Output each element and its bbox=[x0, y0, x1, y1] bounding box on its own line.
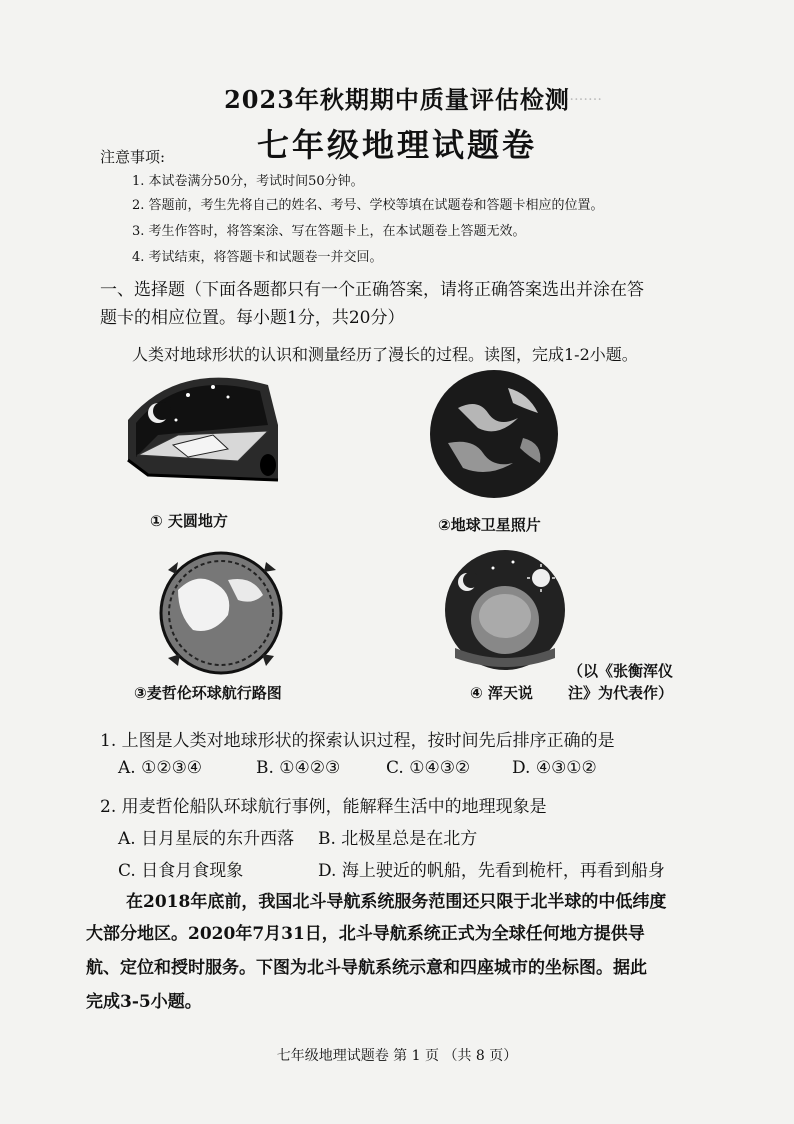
note-item: 4. 考试结束，将答题卡和试题卷一并交回。 bbox=[132, 250, 383, 265]
page-footer: 七年级地理试题卷 第 1 页 （共 8 页） bbox=[276, 1048, 518, 1064]
figure3-caption: ③麦哲伦环球航行路图 bbox=[134, 684, 282, 702]
magellan-globe bbox=[158, 550, 284, 676]
passage-line: 大部分地区。2020年7月31日，北斗导航系统正式为全球任何地方提供导 bbox=[86, 924, 645, 944]
dome-illustration bbox=[118, 365, 288, 495]
figure4-note-line2: 注》为代表作） bbox=[568, 684, 674, 702]
paper-title: 七年级地理试题卷 bbox=[256, 126, 537, 164]
passage-line: 完成3-5小题。 bbox=[86, 992, 202, 1012]
figure1-caption: ① 天圆地方 bbox=[150, 512, 228, 530]
note-item: 3. 考生作答时，将答案涂、写在答题卡上，在本试题卷上答题无效。 bbox=[132, 224, 526, 239]
question-2-option-b: B. 北极星总是在北方 bbox=[318, 829, 478, 849]
question-2-option-c: C. 日食月食现象 bbox=[118, 861, 244, 881]
passage-line: 航、定位和授时服务。下图为北斗导航系统示意和四座城市的坐标图。据此 bbox=[86, 958, 647, 978]
question-1-option-d: D. ④③①② bbox=[512, 758, 597, 778]
huntian-illustration bbox=[443, 548, 567, 672]
notes-heading: 注意事项: bbox=[100, 148, 166, 166]
question-1-option-b: B. ①④②③ bbox=[256, 758, 341, 778]
note-item: 1. 本试卷满分50分，考试时间50分钟。 bbox=[132, 174, 364, 189]
exam-title: 2023年秋期期中质量评估检测 bbox=[224, 85, 570, 114]
section-heading: 一、选择题（下面各题都只有一个正确答案，请将正确答案选出并涂在答题卡的相应位置。每小题1分，共20分） bbox=[100, 280, 644, 328]
section-intro: 人类对地球形状的认识和测量经历了漫长的过程。读图，完成1-2小题。 bbox=[132, 345, 638, 364]
earth-photo bbox=[428, 368, 560, 500]
question-1-option-a: A. ①②③④ bbox=[118, 758, 203, 778]
question-1-stem: 1. 上图是人类对地球形状的探索认识过程，按时间先后排序正确的是 bbox=[100, 731, 615, 751]
question-2-stem: 2. 用麦哲伦船队环球航行事例，能解释生活中的地理现象是 bbox=[100, 797, 547, 817]
bleed-text: ……… bbox=[560, 88, 602, 104]
question-2-option-a: A. 日月星辰的东升西落 bbox=[118, 829, 295, 849]
figure4-caption: ④ 浑天说 bbox=[470, 684, 533, 702]
question-1-option-c: C. ①④③② bbox=[386, 758, 471, 778]
figure2-caption: ②地球卫星照片 bbox=[438, 516, 541, 534]
figure4-note-line1: （以《张衡浑仪 bbox=[568, 662, 674, 680]
passage-line: 在2018年底前，我国北斗导航系统服务范围还只限于北半球的中低纬度 bbox=[126, 892, 667, 912]
question-2-option-d: D. 海上驶近的帆船，先看到桅杆，再看到船身 bbox=[318, 861, 665, 881]
note-item: 2. 答题前，考生先将自己的姓名、考号、学校等填在试题卷和答题卡相应的位置。 bbox=[132, 198, 604, 213]
